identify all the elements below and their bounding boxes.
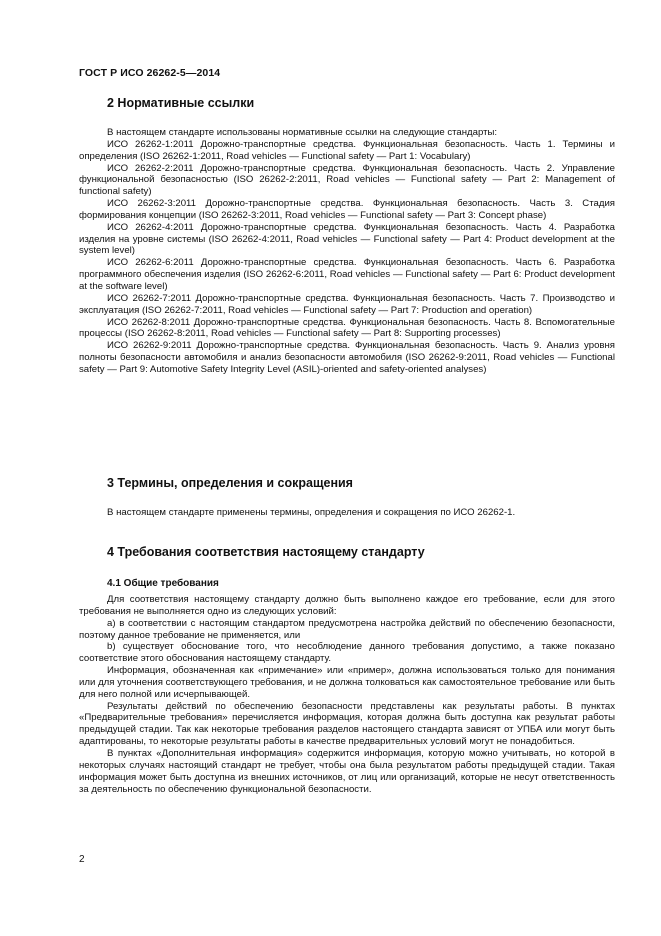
subsection-4-1-title: 4.1 Общие требования (107, 578, 219, 589)
section-2-title: 2 Нормативные ссылки (107, 96, 255, 110)
section-3-body (79, 507, 615, 519)
paragraph: Результаты действий по обеспечению безопасности представлены как результаты работы. В пунктах «Предварительные требования» перечисляется информация, которая должна быть доступна как результат работы предыдущей стадии. Так как некоторые требования разделов настоящего стандарта зависят от УПБА или могут быть адаптированы, то некоторые результаты работы в качестве предварительных условий могут не понадобиться. (79, 700, 615, 748)
section-4-body (79, 594, 615, 795)
document-header: ГОСТ Р ИСО 26262-5—2014 (79, 67, 221, 79)
section-4-title: 4 Требования соответствия настоящему стандарту (107, 545, 425, 559)
paragraph: В настоящем стандарте применены термины, определения и сокращения по ИСО 26262-1. (107, 507, 516, 518)
reference-item: ИСО 26262-1:2011 Дорожно-транспортные средства. Функциональная безопасность. Часть 1. Термины и определения (ISO 26262-1:2011, Road vehicles — Functional safety — Part 1: Vocabulary) (79, 138, 615, 162)
reference-item: ИСО 26262-3:2011 Дорожно-транспортные средства. Функциональная безопасность. Часть 3. Стадия формирования концепции (ISO 26262-3:2011, Road vehicles — Functional safety — Part 3: Concept phase) (79, 198, 615, 221)
reference-item: ИСО 26262-2:2011 Дорожно-транспортные средства. Функциональная безопасность. Часть 2. Управление функциональной безопасностью (ISO 26262-2:2011, Road vehicles — Functional safety — Part 2: Management of functional safety) (79, 162, 615, 198)
reference-item: ИСО 26262-9:2011 Дорожно-транспортные средства. Функциональная безопасность. Часть 9. Анализ уровня полноты безопасности автомобиля и анализ безопасности автомобиля (ISO 26262-9:2011, Road vehicles — Functional safety — Part 9: Automotive Safety Integrity Level (ASIL)-oriented and safety-oriented analyses) (79, 340, 615, 375)
reference-item: ИСО 26262-6:2011 Дорожно-транспортные средства. Функциональная безопасность. Часть 6. Разработка программного обеспечения изделия (ISO 26262-6:2011, Road vehicles — Functional safety — Part 6: Product development at the software level) (79, 257, 615, 292)
paragraph: В пунктах «Дополнительная информация» содержится информация, которую можно учитывать, но которой в некоторых случаях настоящий стандарт не требует, чтобы она была результатом работы предыдущей стадии. Такая информация может быть доступна из внешних источников, от лиц или организаций, которые не несут ответственность за деятельность по обеспечению функциональной безопасности. (79, 747, 615, 795)
paragraph: В настоящем стандарте использованы нормативные ссылки на следующие стандарты: (107, 127, 498, 138)
section-2-body (79, 127, 615, 376)
section-3-title: 3 Термины, определения и сокращения (107, 476, 353, 490)
page-number: 2 (79, 854, 85, 865)
reference-item: ИСО 26262-7:2011 Дорожно-транспортные средства. Функциональная безопасность. Часть 7. Производство и эксплуатация (ISO 26262-7:2011, Road vehicles — Functional safety — Part 7: Production and operation) (79, 292, 615, 316)
list-item: a) в соответствии с настоящим стандартом предусмотрена настройка действий по обеспечению безопасности, поэтому данное требование не применяется, или (79, 617, 615, 641)
reference-item: ИСО 26262-4:2011 Дорожно-транспортные средства. Функциональная безопасность. Часть 4. Разработка изделия на уровне системы (ISO 26262-4:2011, Road vehicles — Functional safety — Part 4: Product development at the system level) (79, 221, 615, 257)
list-item: b) существует обоснование того, что несоблюдение данного требования допустимо, а также показано соответствие этого обоснования настоящему стандарту. (79, 641, 615, 665)
reference-item: ИСО 26262-8:2011 Дорожно-транспортные средства. Функциональная безопасность. Часть 8. Вспомогательные процессы (ISO 26262-8:2011, Road vehicles — Functional safety — Part 8: Supporting processes) (79, 316, 615, 340)
paragraph: Для соответствия настоящему стандарту должно быть выполнено каждое его требование, если для этого требования не выполняется одно из следующих условий: (79, 594, 615, 617)
paragraph: Информация, обозначенная как «примечание» или «пример», должна использоваться только для понимания или для уточнения соответствующего требования, и не должна толковаться как самостоятельное требование или быть для него полной или исчерпывающей. (79, 665, 615, 700)
